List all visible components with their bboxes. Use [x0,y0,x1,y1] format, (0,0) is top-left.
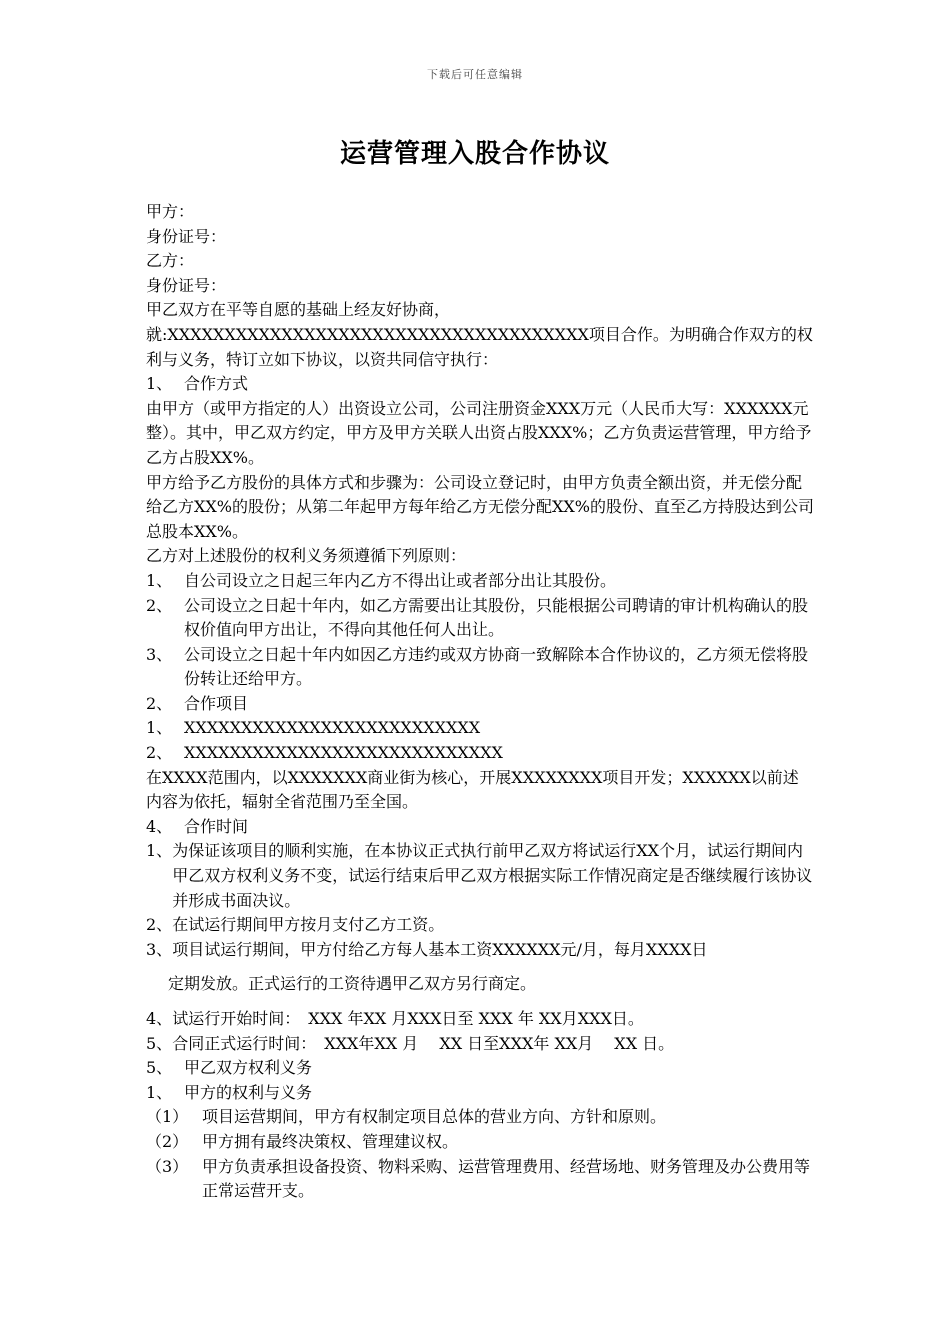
subsection-number: 1、 [146,1082,173,1102]
list-item [146,716,814,741]
subsection-heading [146,1081,814,1106]
intro-paragraph: 甲乙双方在平等自愿的基础上经友好协商，就:XXXXXXXXXXXXXXXXXXXXXXXXXXXXXXXXXXXXX项目合作。为明确合作双方的权利与义务，特订立如下协议，以资共同信守执行： [146,300,813,369]
list-item [146,913,814,938]
list-item [146,643,814,692]
list-number: 5、 [146,1033,173,1053]
section-title: 甲乙双方权利义务 [184,1058,313,1078]
list-number: （3） [146,1156,189,1176]
list-text: 甲方负责承担设备投资、物料采购、运营管理费用、经营场地、财务管理及办公费用等正常运营开支。 [202,1156,811,1201]
list-number: 1、 [146,718,173,738]
list-text: 为保证该项目的顺利实施，在本协议正式执行前甲乙双方将试运行XX个月，试运行期间内甲乙双方权利义务不变，试运行结束后甲乙双方根据实际工作情况商定是否继续履行该协议并形成书面决议。 [172,841,813,910]
list-text: XXXXXXXXXXXXXXXXXXXXXXXXXX [184,718,481,738]
list-text: 公司设立之日起十年内如因乙方违约或双方协商一致解除本合作协议的，乙方须无偿将股份转让还给甲方。 [184,644,809,689]
list-number: （2） [146,1131,189,1151]
list-continuation: 定期发放。正式运行的工资待遇甲乙双方另行商定。 [168,974,537,994]
list-item [146,569,814,594]
section-heading [146,815,814,840]
paragraph: 由甲方（或甲方指定的人）出资设立公司，公司注册资金XXX万元（人民币大写：XXXXXX元整）。其中，甲乙双方约定，甲方及甲方关联人出资占股XXX%；乙方负责运营管理，甲方给予乙方占股XX%。 [146,398,812,467]
document-title: 运营管理入股合作协议 [339,139,610,169]
list-text: 项目运营期间，甲方有权制定项目总体的营业方向、方针和原则。 [202,1107,667,1127]
section-heading [146,1056,814,1081]
list-number: （1） [146,1107,189,1127]
list-text: 合同正式运行时间： XXX年XX 月 XX 日至XXX年 XX月 XX 日。 [172,1033,675,1053]
list-text: 试运行开始时间： XXX 年XX 月XXX日至 XXX 年 XX月XXX日。 [172,1009,644,1028]
list-number: 3、 [146,644,173,664]
list-text: 公司设立之日起十年内，如乙方需要出让其股份，只能根据公司聘请的审计机构确认的股权价值向甲方出让，不得向其他任何人出让。 [184,595,809,640]
list-number: 1、 [146,570,173,590]
section-number: 5、 [146,1058,173,1078]
section-title: 合作项目 [184,693,249,713]
list-text: 在试运行期间甲方按月支付乙方工资。 [172,915,445,935]
section-heading [146,372,814,397]
list-item [146,1032,814,1057]
party-a-id-label: 身份证号： [146,226,227,246]
list-item [146,938,814,963]
list-item [146,741,814,766]
list-number: 3、 [146,939,173,959]
list-number: 4、 [146,1009,173,1028]
list-number: 2、 [146,743,173,763]
section-title: 合作时间 [184,816,249,836]
list-text: XXXXXXXXXXXXXXXXXXXXXXXXXXXX [184,743,503,763]
paragraph: 甲方给予乙方股份的具体方式和步骤为：公司设立登记时，由甲方负责全额出资，并无偿分配给乙方XX%的股份；从第二年起甲方每年给乙方无偿分配XX%的股份、直至乙方持股达到公司总股本XX%。 [146,472,814,541]
paragraph: 在XXXX范围内，以XXXXXXX商业街为核心，开展XXXXXXXX项目开发；XXXXXX以前述内容为依托，辐射全省范围乃至全国。 [146,767,799,812]
paragraph: 乙方对上述股份的权利义务须遵循下列原则： [146,546,467,566]
party-a-label: 甲方： [146,202,195,221]
party-b-id-label: 身份证号： [146,275,227,295]
document-body [146,200,814,1204]
list-item [146,839,814,913]
list-number: 1、 [146,841,173,861]
list-item [146,1130,814,1155]
section-heading [146,692,814,717]
section-number: 4、 [146,816,173,836]
list-number: 2、 [146,595,173,615]
header-note: 下载后可任意编辑 [427,68,523,81]
list-number: 2、 [146,915,173,935]
list-text: 项目试运行期间，甲方付给乙方每人基本工资XXXXXX元/月，每月XXXX日 [172,939,708,959]
section-number: 2、 [146,693,173,713]
section-number: 1、 [146,374,173,394]
list-text: 甲方拥有最终决策权、管理建议权。 [202,1131,459,1151]
list-text: 自公司设立之日起三年内乙方不得出让或者部分出让其股份。 [184,570,617,590]
list-item [146,594,814,643]
section-title: 合作方式 [184,374,249,394]
list-item [146,1155,814,1204]
party-b-label: 乙方： [146,251,195,271]
list-item [146,1007,814,1032]
list-item [146,1105,814,1130]
subsection-title: 甲方的权利与义务 [184,1082,313,1102]
